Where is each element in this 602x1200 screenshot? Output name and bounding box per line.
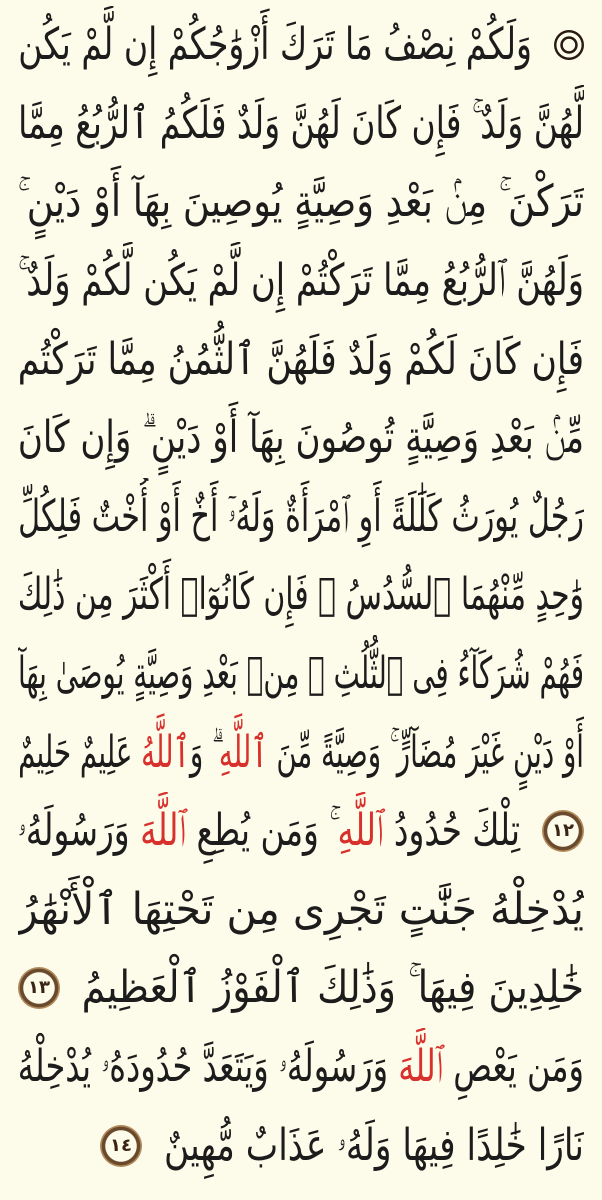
text-segment: وَمَن يَعْصِ	[443, 1041, 584, 1093]
text-line	[18, 556, 584, 635]
text-segment: ۚ وَمَن يُطِعِ	[186, 805, 338, 857]
text-segment: وَرَسُولَهُۥ وَيَتَعَدَّ حُدُودَهُۥ يُدْخِلْهُ	[18, 1041, 399, 1093]
text-segment: وَلَهُنَّ ٱلرُّبُعُ مِمَّا تَرَكْتُمْ إِن لَّمْ يَكُن لَّكُمْ وَلَدٌ ۚ	[18, 255, 584, 307]
line-text	[18, 255, 584, 307]
verse-end-icon: ١٤	[100, 1125, 142, 1167]
line-text	[81, 962, 584, 1014]
quran-text	[18, 6, 584, 1185]
line-text	[18, 648, 584, 700]
text-segment: أَوْ دَيْنٍ غَيْرَ مُضَآرٍّ ۚ وَصِيَّةً مِّنَ	[267, 726, 584, 778]
text-segment: خَٰلِدِينَ فِيهَا ۚ وَذَٰلِكَ ٱلْفَوْزُ ٱلْعَظِيمُ	[81, 962, 584, 1014]
line-text	[18, 883, 584, 935]
line-text	[18, 805, 520, 857]
line-text	[18, 726, 584, 778]
text-segment: فَهُمْ شُرَكَآءُ فِى ٱلثُّلُثِ ۚ مِنۢ بَعْدِ وَصِيَّةٍ يُوصَىٰ بِهَآ	[18, 648, 584, 700]
text-segment: يُدْخِلْهُ جَنَّٰتٍ تَجْرِى مِن تَحْتِهَا ٱلْأَنْهَٰرُ	[18, 883, 584, 935]
text-segment: وَٰحِدٍ مِّنْهُمَا ٱلسُّدُسُ ۚ فَإِن كَانُوٓا۟ أَكْثَرَ مِن ذَٰلِكَ	[18, 569, 584, 621]
text-segment: وَرَسُولَهُۥ	[18, 805, 141, 857]
text-segment: فَإِن كَانَ لَكُمْ وَلَدٌ فَلَهُنَّ ٱلثُّمُنُ مِمَّا تَرَكْتُم	[18, 333, 584, 385]
text-line	[18, 478, 584, 557]
verse-end-icon: ١٢	[542, 810, 584, 852]
text-segment: لَّهُنَّ وَلَدٌ ۚ فَإِن كَانَ لَهُنَّ وَلَدٌ فَلَكُمُ ٱلرُّبُعُ مِمَّا	[18, 97, 584, 149]
text-line	[18, 635, 584, 714]
text-line	[18, 1106, 584, 1185]
text-segment: وَلَكُمْ نِصْفُ مَا تَرَكَ أَزْوَٰجُكُمْ إِن لَّمْ يَكُن	[18, 19, 533, 71]
verse-end-icon: ١٣	[18, 967, 60, 1009]
text-segment: رَجُلٌ يُورَثُ كَلَٰلَةً أَوِ ٱمْرَأَةٌ وَلَهُۥٓ أَخٌ أَوْ أُخْتٌ فَلِكُلِّ	[18, 490, 584, 542]
text-line	[18, 320, 584, 399]
text-line	[18, 163, 584, 242]
divine-name: ٱللَّهِ	[218, 726, 268, 778]
divine-name: ٱللَّهِ	[337, 805, 384, 857]
line-text	[18, 569, 584, 621]
text-line	[18, 871, 584, 950]
text-segment: ۗ وَ	[189, 726, 219, 778]
divine-name: ٱللَّهَ	[140, 805, 187, 857]
line-text	[163, 1119, 584, 1171]
text-line	[18, 792, 584, 871]
line-text	[18, 412, 584, 464]
text-line	[18, 949, 584, 1028]
line-text	[18, 19, 533, 71]
text-segment: تَرَكْنَ ۚ مِنۢ بَعْدِ وَصِيَّةٍ يُوصِينَ بِهَآ أَوْ دَيْنٍ ۚ	[18, 176, 584, 228]
line-text	[18, 490, 584, 542]
text-line	[18, 242, 584, 321]
line-text	[18, 176, 584, 228]
text-segment: نَارًا خَٰلِدًا فِيهَا وَلَهُۥ عَذَابٌ مُّهِينٌ	[163, 1119, 584, 1171]
text-line	[18, 85, 584, 164]
text-line	[18, 6, 584, 85]
line-text	[18, 1041, 584, 1093]
hizb-quarter-icon	[554, 30, 584, 60]
text-line	[18, 1028, 584, 1107]
text-line	[18, 713, 584, 792]
text-segment: عَلِيمٌ حَلِيمٌ	[18, 726, 142, 778]
text-segment: مِّنۢ بَعْدِ وَصِيَّةٍ تُوصُونَ بِهَآ أَوْ دَيْنٍ ۗ وَإِن كَانَ	[18, 412, 584, 464]
line-text	[18, 333, 584, 385]
text-line	[18, 399, 584, 478]
line-text	[18, 97, 584, 149]
divine-name: ٱللَّهُ	[141, 726, 190, 778]
divine-name: ٱللَّهَ	[398, 1041, 444, 1093]
text-segment: تِلْكَ حُدُودُ	[383, 805, 520, 857]
